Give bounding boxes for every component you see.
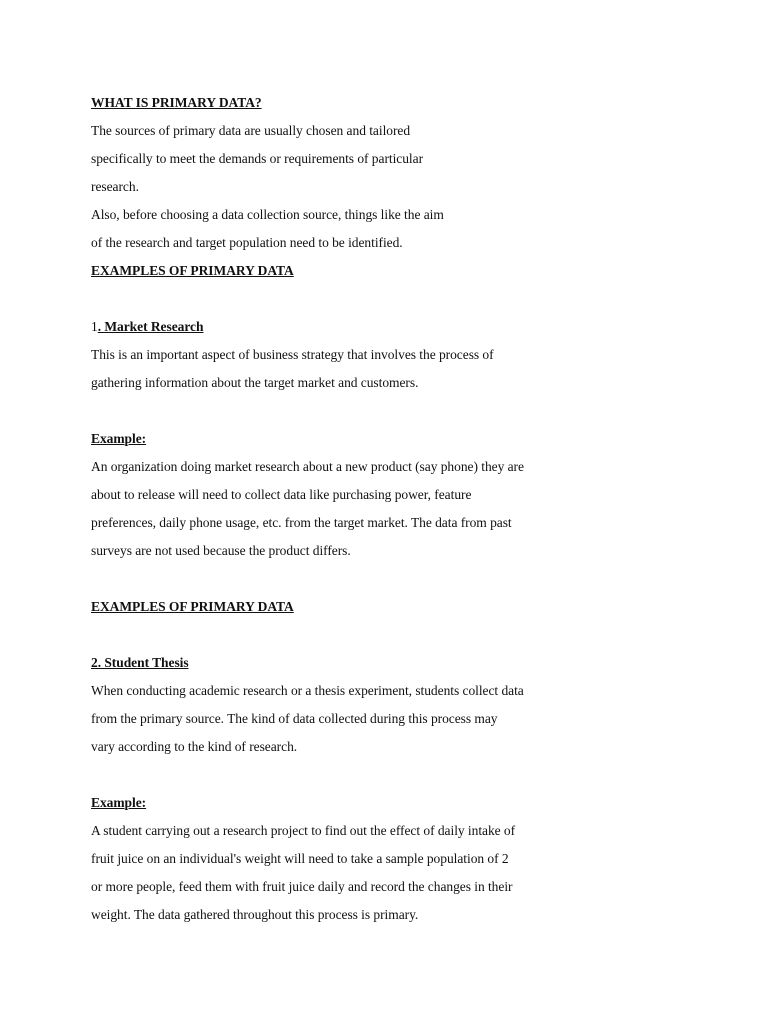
intro-line: research. <box>91 179 139 194</box>
student-thesis-line: vary according to the kind of research. <box>91 739 298 754</box>
page-title: WHAT IS PRIMARY DATA? <box>91 95 262 110</box>
market-example-heading: Example: <box>91 431 147 446</box>
student-example-line: or more people, feed them with fruit juice daily and record the changes in their <box>91 879 513 894</box>
student-example-line: fruit juice on an individual's weight will need to take a sample population of 2 <box>91 851 509 866</box>
intro-line: of the research and target population need to be identified. <box>91 235 403 250</box>
intro-line: specifically to meet the demands or requirements of particular <box>91 151 424 166</box>
market-research-line: gathering information about the target market and customers. <box>91 375 419 390</box>
examples-heading: EXAMPLES OF PRIMARY DATA <box>91 263 294 278</box>
student-example-line: A student carrying out a research project to find out the effect of daily intake of <box>91 823 516 838</box>
student-thesis-heading: 2. Student Thesis <box>91 655 189 670</box>
market-example-line: preferences, daily phone usage, etc. from the target market. The data from past <box>91 515 512 530</box>
student-example-line: weight. The data gathered throughout this process is primary. <box>91 907 419 922</box>
student-thesis-line: When conducting academic research or a thesis experiment, students collect data <box>91 683 524 698</box>
market-research-line: This is an important aspect of business strategy that involves the process of <box>91 347 494 362</box>
intro-line: Also, before choosing a data collection source, things like the aim <box>91 207 444 222</box>
market-research-heading <box>91 319 203 335</box>
market-research-title: . Market Research <box>97 319 204 334</box>
examples-heading: EXAMPLES OF PRIMARY DATA <box>91 599 294 614</box>
market-research-number: 1 <box>91 319 98 334</box>
market-example-line: about to release will need to collect data like purchasing power, feature <box>91 487 472 502</box>
market-example-line: surveys are not used because the product differs. <box>91 543 351 558</box>
student-thesis-line: from the primary source. The kind of data collected during this process may <box>91 711 498 726</box>
intro-line: The sources of primary data are usually chosen and tailored <box>91 123 411 138</box>
market-example-line: An organization doing market research about a new product (say phone) they are <box>91 459 524 474</box>
student-example-heading: Example: <box>91 795 147 810</box>
